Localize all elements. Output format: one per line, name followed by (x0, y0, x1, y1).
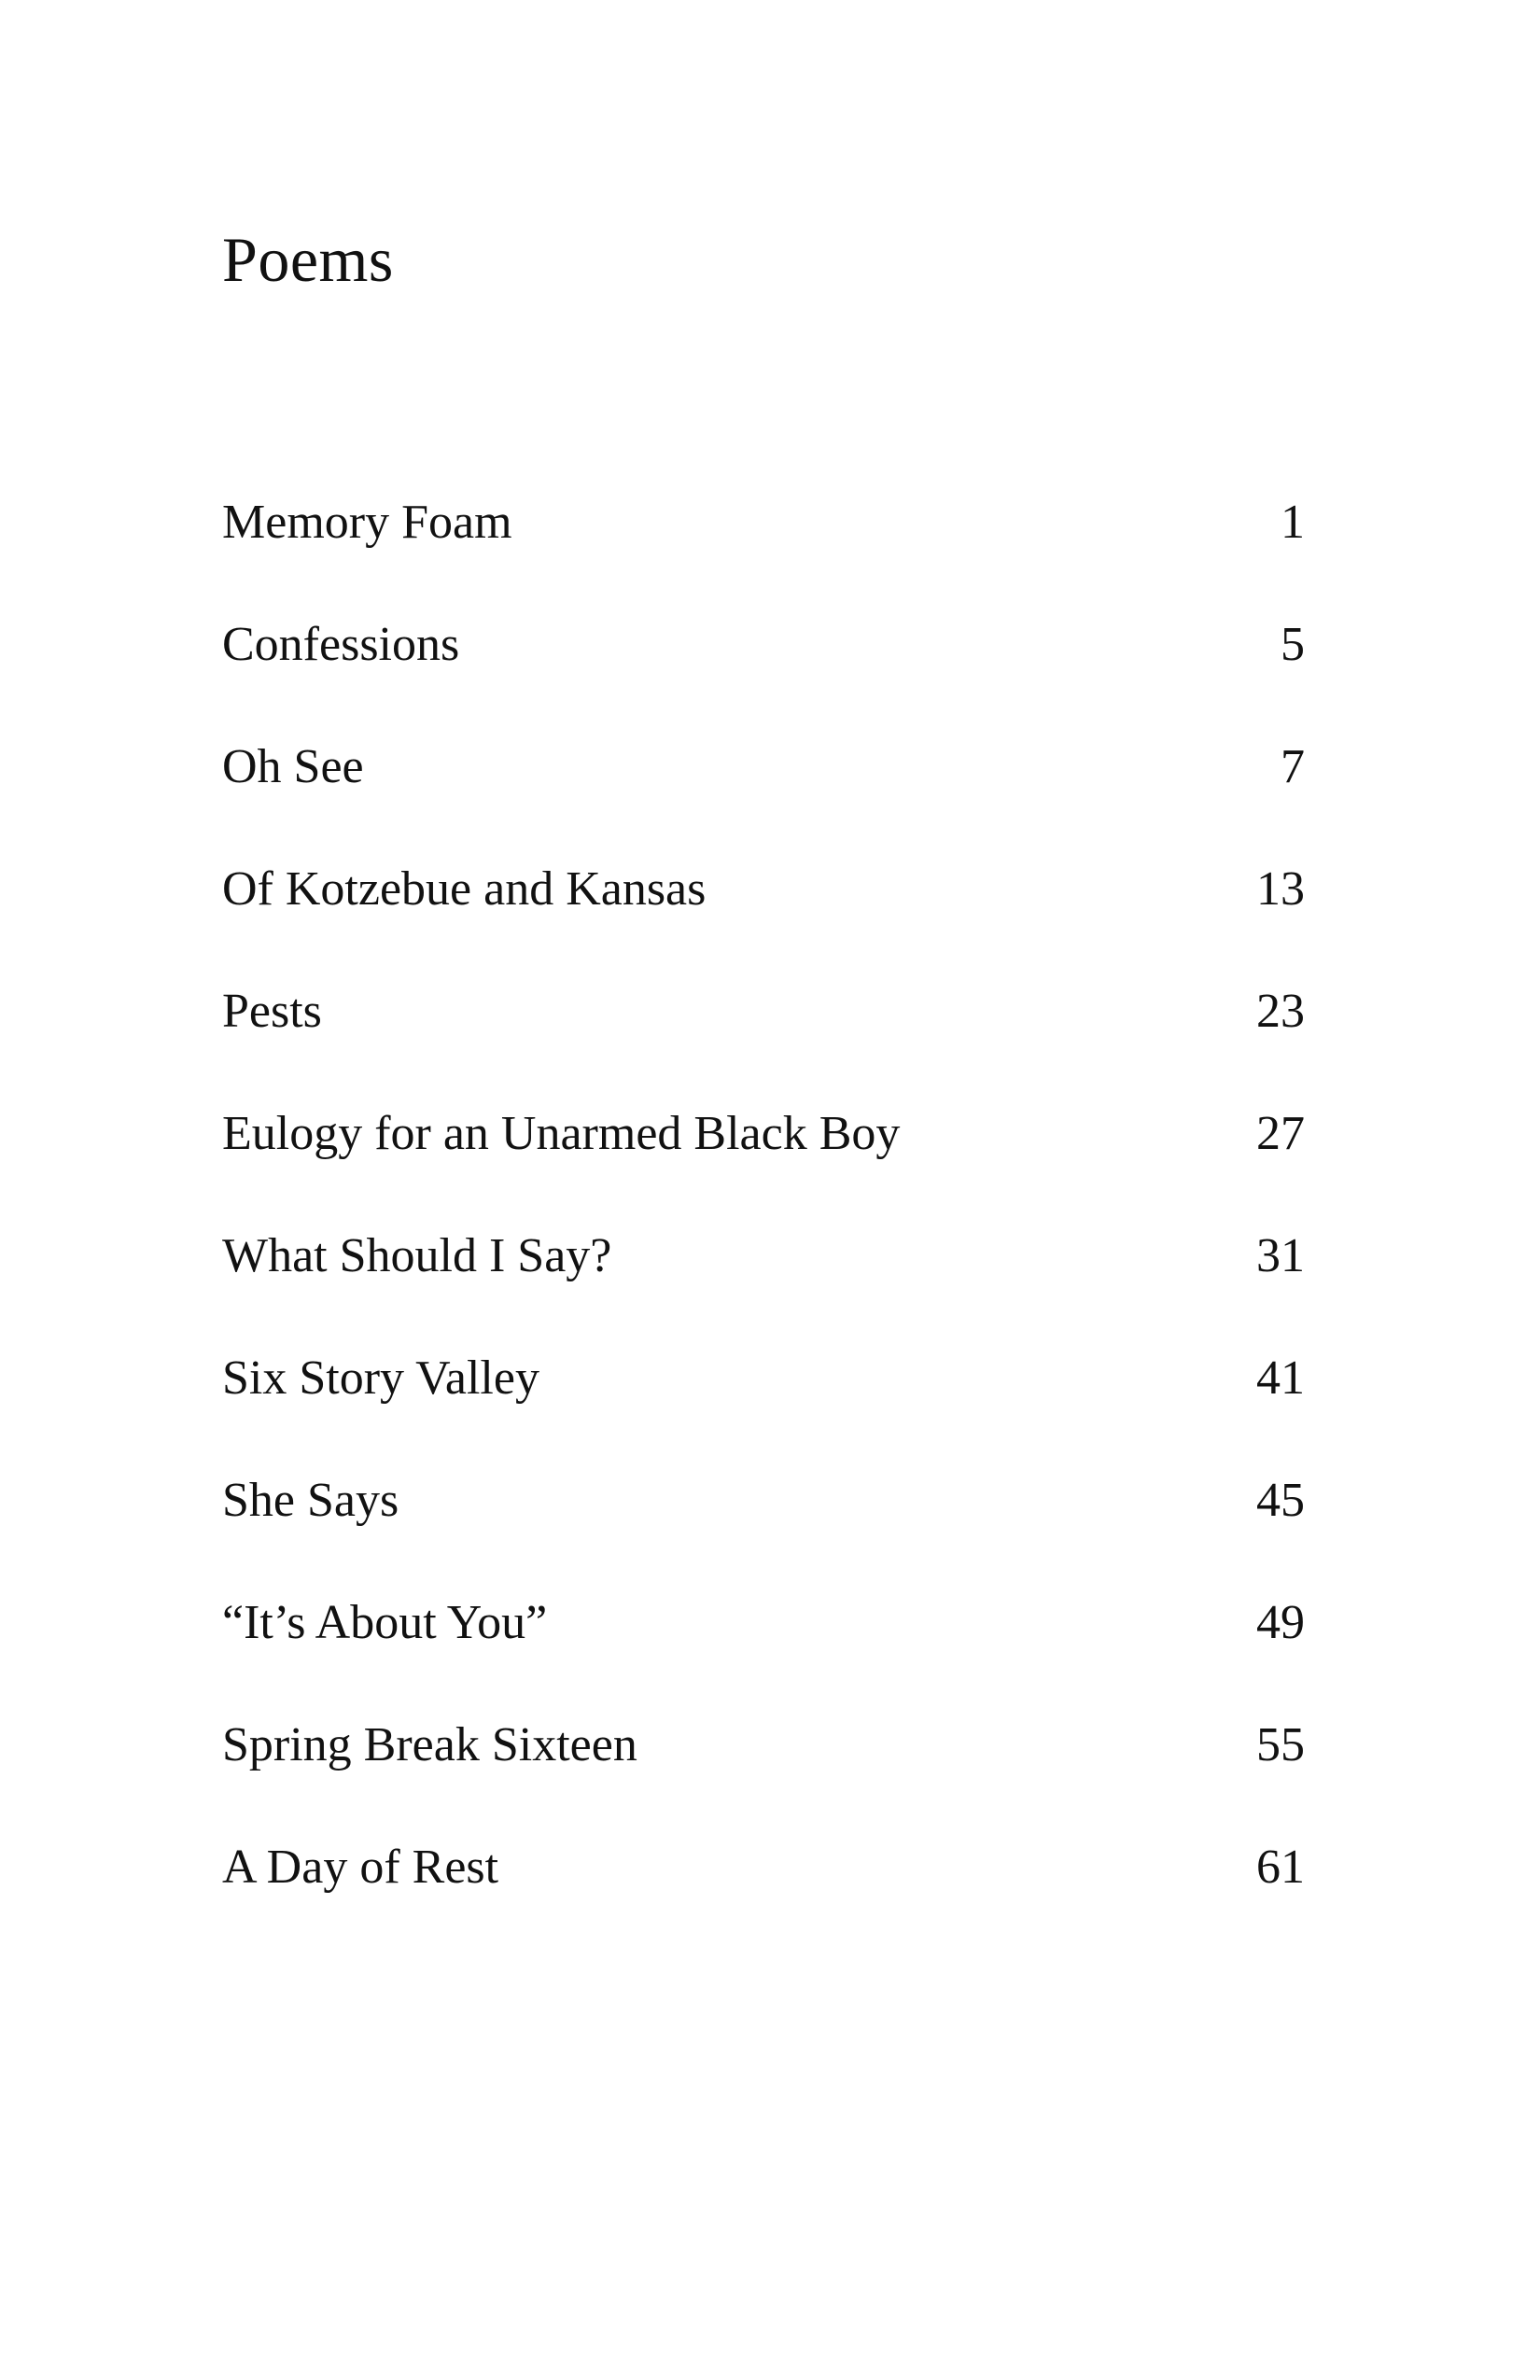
page-title: Poems (222, 224, 394, 295)
toc-entry-page-number: 49 (1256, 1596, 1305, 1649)
toc-entry[interactable] (222, 730, 1305, 852)
toc-entry-page-number: 5 (1281, 618, 1305, 671)
toc-entry[interactable] (222, 1830, 1305, 1953)
toc-entry-title: What Should I Say? (222, 1229, 612, 1282)
toc-entry[interactable] (222, 1341, 1305, 1463)
toc-entry-page-number: 7 (1281, 740, 1305, 793)
toc-entry-page-number: 1 (1281, 496, 1305, 549)
toc-entry-title: Of Kotzebue and Kansas (222, 862, 707, 916)
toc-entry[interactable] (222, 1097, 1305, 1219)
toc-entry-page-number: 27 (1256, 1107, 1305, 1160)
toc-entry-page-number: 31 (1256, 1229, 1305, 1282)
toc-entry-page-number: 61 (1256, 1841, 1305, 1894)
toc-entry-title: A Day of Rest (222, 1841, 499, 1894)
toc-entry-title: Eulogy for an Unarmed Black Boy (222, 1107, 901, 1160)
toc-entry[interactable] (222, 608, 1305, 730)
toc-entry[interactable] (222, 1708, 1305, 1830)
toc-entry-title: Oh See (222, 740, 364, 793)
toc-entry-title: Memory Foam (222, 496, 512, 549)
toc-entry-page-number: 13 (1256, 862, 1305, 916)
toc-entry-title: Spring Break Sixteen (222, 1718, 637, 1771)
toc-entry[interactable] (222, 485, 1305, 608)
toc-entry[interactable] (222, 1463, 1305, 1586)
toc-entry[interactable] (222, 974, 1305, 1097)
toc-entry-page-number: 41 (1256, 1351, 1305, 1405)
toc-entry-page-number: 23 (1256, 985, 1305, 1038)
toc-entry-title: Six Story Valley (222, 1351, 539, 1405)
toc-entry-page-number: 55 (1256, 1718, 1305, 1771)
toc-entry-page-number: 45 (1256, 1474, 1305, 1527)
toc-entry-title: She Says (222, 1474, 399, 1527)
toc-entry[interactable] (222, 852, 1305, 974)
toc-entry[interactable] (222, 1219, 1305, 1341)
toc-entry[interactable] (222, 1586, 1305, 1708)
table-of-contents (222, 485, 1305, 1953)
toc-entry-title: “It’s About You” (222, 1596, 548, 1649)
toc-entry-title: Pests (222, 985, 322, 1038)
toc-entry-title: Confessions (222, 618, 460, 671)
